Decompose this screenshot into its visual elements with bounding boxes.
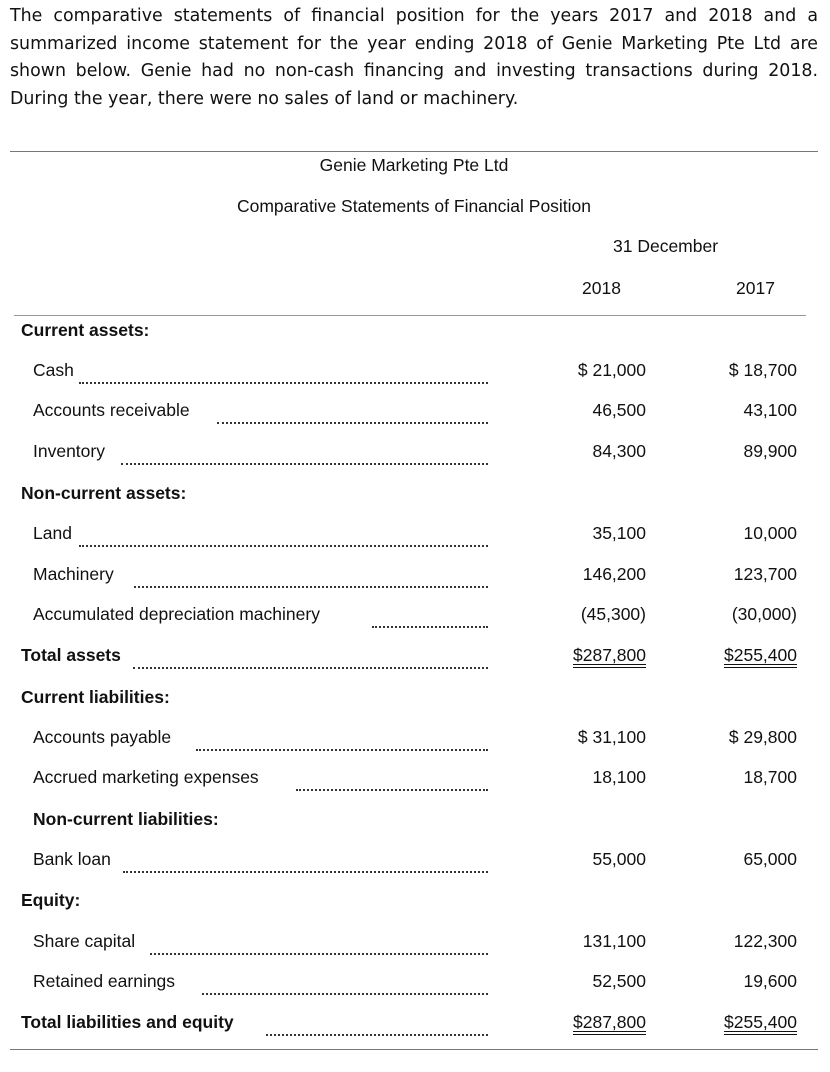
row-label: Total assets (21, 645, 121, 665)
value-2018: 131,100 (582, 931, 646, 951)
row-label: Accumulated depreciation machinery (33, 604, 320, 624)
value-2018: 18,100 (592, 767, 646, 787)
period-header: 31 December (613, 236, 719, 256)
row-label: Inventory (33, 441, 105, 461)
value-2017: 18,700 (743, 767, 797, 787)
dot-leader (217, 400, 488, 424)
section-current-assets (0, 320, 830, 346)
value-2017: (30,000) (731, 604, 797, 624)
section-non-current-liabilities (0, 809, 830, 835)
dot-leader (133, 645, 488, 669)
value-2017: 89,900 (743, 441, 797, 461)
value-2017: 123,700 (733, 564, 797, 584)
row-accounts-payable (0, 727, 830, 753)
value-2018: $287,800 (573, 645, 646, 665)
value-2018: 35,100 (592, 523, 646, 543)
dot-leader (196, 727, 488, 751)
header-rule (14, 315, 806, 316)
row-machinery (0, 564, 830, 590)
row-total-assets (0, 645, 830, 671)
row-label: Accounts payable (33, 727, 172, 747)
column-header-2018: 2018 (582, 278, 621, 298)
value-2018: $ 21,000 (577, 360, 646, 380)
value-2017: 10,000 (743, 523, 797, 543)
dot-leader (296, 767, 488, 791)
dot-leader (121, 441, 488, 465)
row-label: Cash (33, 360, 74, 380)
bottom-rule (10, 1049, 818, 1050)
dot-leader (134, 564, 488, 588)
value-2018: $287,800 (573, 1012, 646, 1032)
row-bank-loan (0, 849, 830, 875)
value-2017: $255,400 (724, 1012, 797, 1032)
row-share-capital (0, 931, 830, 957)
row-label: Machinery (33, 564, 114, 584)
section-heading: Current liabilities: (21, 687, 170, 707)
dot-leader (372, 604, 488, 628)
top-rule (10, 151, 818, 152)
row-inventory (0, 441, 830, 467)
value-2017: 19,600 (743, 971, 797, 991)
row-label: Retained earnings (33, 971, 176, 991)
row-label: Accrued marketing expenses (33, 767, 259, 787)
dot-leader (79, 360, 488, 384)
dot-leader (266, 1012, 488, 1036)
section-non-current-assets (0, 483, 830, 509)
value-2017: 65,000 (743, 849, 797, 869)
value-2017: $ 29,800 (728, 727, 797, 747)
value-2018: $ 31,100 (577, 727, 646, 747)
value-2018: 52,500 (592, 971, 646, 991)
value-2018: (45,300) (580, 604, 646, 624)
dot-leader (123, 849, 488, 873)
row-label: Bank loan (33, 849, 111, 869)
row-accounts-receivable (0, 400, 830, 426)
value-2017: $255,400 (724, 645, 797, 665)
value-2018: 55,000 (592, 849, 646, 869)
section-heading: Non-current liabilities: (33, 809, 219, 829)
value-2017: 122,300 (733, 931, 797, 951)
value-2018: 146,200 (582, 564, 646, 584)
row-retained-earnings (0, 971, 830, 997)
dot-leader (79, 523, 488, 547)
value-2018: 84,300 (592, 441, 646, 461)
intro-paragraph: The comparative statements of financial position for the years 2017 and 2018 and a summarized income statement for the year ending 2018 of Genie Marketing Pte Ltd are shown below. Genie had no non-cash financing and investing transactions during 2018. During the year, there were no sales of land or machinery. (10, 6, 818, 109)
column-header-2017: 2017 (736, 278, 775, 298)
row-label: Land (33, 523, 72, 543)
section-heading: Current assets: (21, 320, 150, 340)
row-label: Total liabilities and equity (21, 1012, 234, 1032)
statement-title: Comparative Statements of Financial Position (236, 196, 592, 216)
row-total-liabilities-and-equity (0, 1012, 830, 1038)
row-land (0, 523, 830, 549)
section-current-liabilities (0, 687, 830, 713)
dot-leader (202, 971, 488, 995)
row-accumulated-depreciation (0, 604, 830, 630)
section-heading: Non-current assets: (21, 483, 187, 503)
row-accrued-marketing-expenses (0, 767, 830, 793)
value-2018: 46,500 (592, 400, 646, 420)
dot-leader (150, 931, 488, 955)
row-cash (0, 360, 830, 386)
value-2017: 43,100 (743, 400, 797, 420)
section-equity (0, 890, 830, 916)
value-2017: $ 18,700 (728, 360, 797, 380)
row-label: Accounts receivable (33, 400, 190, 420)
section-heading: Equity: (21, 890, 81, 910)
company-name: Genie Marketing Pte Ltd (319, 155, 509, 175)
row-label: Share capital (33, 931, 136, 951)
